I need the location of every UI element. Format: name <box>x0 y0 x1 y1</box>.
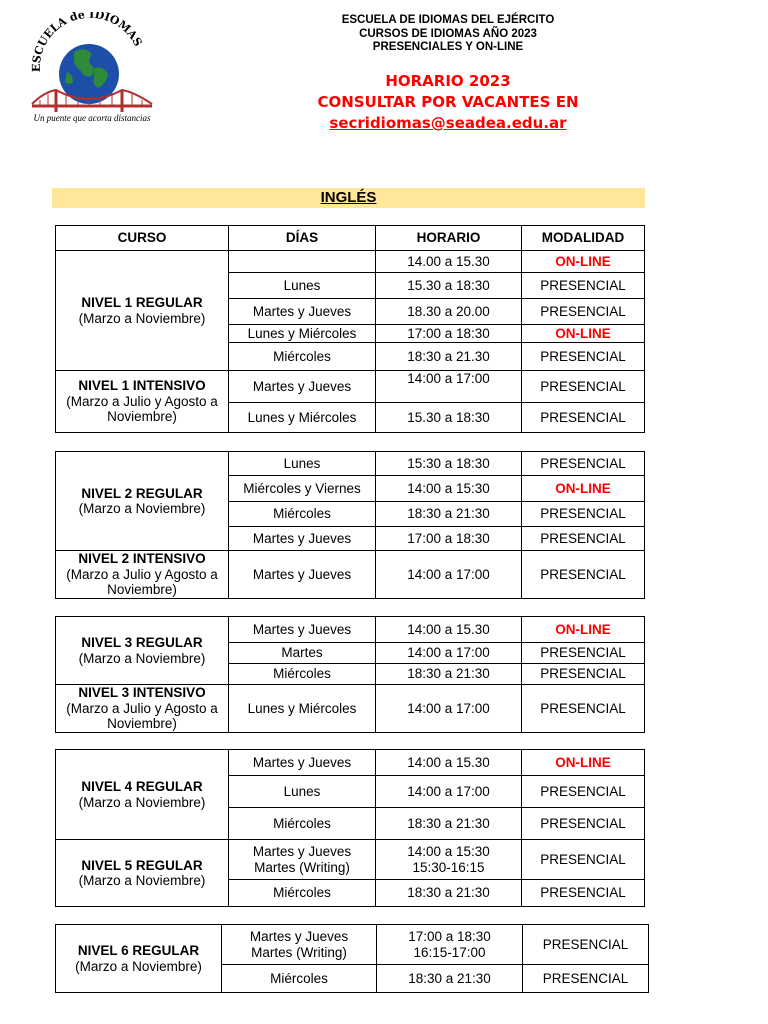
horario-line: 15:30-16:15 <box>412 859 485 875</box>
school-logo <box>22 12 162 127</box>
modalidad-cell: PRESENCIAL <box>522 664 645 685</box>
dias-cell: Martes y Jueves <box>229 371 376 403</box>
notice-line: CONSULTAR POR VACANTES EN <box>317 93 579 111</box>
course-name: NIVEL 5 REGULAR <box>81 857 203 873</box>
course-name: NIVEL 1 REGULAR <box>81 295 203 310</box>
col-header-horario: HORARIO <box>376 226 522 251</box>
modalidad-cell: PRESENCIAL <box>522 299 645 325</box>
modalidad-cell: PRESENCIAL <box>522 273 645 299</box>
schedule-table-2 <box>55 451 645 599</box>
course-name: NIVEL 2 INTENSIVO <box>78 551 206 567</box>
modalidad-cell: PRESENCIAL <box>523 965 649 993</box>
schedule-table-4 <box>55 749 645 907</box>
horario-cell: 14:00 a 17:00 <box>376 685 522 733</box>
dias-cell: Miércoles y Viernes <box>229 476 376 502</box>
course-cell <box>56 371 229 433</box>
modalidad-cell: PRESENCIAL <box>522 551 645 599</box>
modalidad-cell: PRESENCIAL <box>522 343 645 371</box>
institution-line: ESCUELA DE IDIOMAS DEL EJÉRCITO <box>341 14 555 26</box>
modalidad-cell: PRESENCIAL <box>522 502 645 527</box>
modalidad-cell: ON-LINE <box>522 251 645 273</box>
modalidad-cell: PRESENCIAL <box>522 371 645 403</box>
horario-cell: 17:00 a 18:30 <box>376 527 522 551</box>
dias-cell: Miércoles <box>229 343 376 371</box>
institution-header <box>210 14 686 55</box>
dias-cell: Lunes <box>229 273 376 299</box>
modalidad-cell: ON-LINE <box>522 476 645 502</box>
horario-cell: 18:30 a 21.30 <box>376 343 522 371</box>
horario-cell: 14:00 a 15.30 <box>376 617 522 643</box>
dias-cell: Miércoles <box>222 965 377 993</box>
horario-cell: 14:00 a 15.30 <box>376 750 522 776</box>
course-period: (Marzo a Julio y Agosto a Noviembre) <box>66 700 218 732</box>
schedule-table-3 <box>55 616 645 733</box>
horario-line: 14:00 a 15:30 <box>407 844 490 859</box>
modalidad-cell: PRESENCIAL <box>522 776 645 808</box>
dias-cell: Lunes y Miércoles <box>229 685 376 733</box>
course-cell <box>56 551 229 599</box>
horario-cell: 15:30 a 18:30 <box>376 452 522 476</box>
dias-cell: Martes y Jueves <box>229 551 376 599</box>
table-row <box>56 251 645 273</box>
dias-cell: Martes <box>229 643 376 664</box>
horario-cell: 17:00 a 18:30 <box>376 325 522 343</box>
course-name: NIVEL 3 REGULAR <box>81 635 203 650</box>
table-row <box>56 685 645 733</box>
course-period: (Marzo a Noviembre) <box>78 310 206 326</box>
course-cell <box>56 251 229 371</box>
course-cell <box>56 617 229 685</box>
contact-email-link[interactable]: secridiomas@seadea.edu.ar <box>329 114 567 132</box>
dias-cell: Lunes y Miércoles <box>229 325 376 343</box>
modalidad-cell: ON-LINE <box>522 750 645 776</box>
course-period: (Marzo a Noviembre) <box>78 501 206 516</box>
course-period: (Marzo a Julio y Agosto a Noviembre) <box>66 393 218 425</box>
horario-cell: 14:00 a 17:00 <box>376 776 522 808</box>
course-period: (Marzo a Noviembre) <box>78 650 206 666</box>
course-cell <box>56 925 222 993</box>
course-name: NIVEL 1 INTENSIVO <box>78 378 206 394</box>
horario-cell: 18.30 a 20.00 <box>376 299 522 325</box>
col-header-dias: DÍAS <box>229 226 376 251</box>
notice-line: HORARIO 2023 <box>385 72 511 90</box>
modalidad-cell: PRESENCIAL <box>522 840 645 880</box>
dias-cell <box>229 840 376 880</box>
course-cell <box>56 840 229 907</box>
horario-cell: 14:00 a 17:00 <box>376 551 522 599</box>
horario-cell: 18:30 a 21:30 <box>377 965 523 993</box>
horario-cell: 14:00 a 15:30 <box>376 476 522 502</box>
horario-cell: 18:30 a 21:30 <box>376 880 522 907</box>
modalidad-cell: PRESENCIAL <box>522 403 645 433</box>
course-cell <box>56 750 229 840</box>
modalidad-cell: ON-LINE <box>522 617 645 643</box>
dias-line: Martes y Jueves <box>249 929 349 944</box>
dias-cell: Lunes <box>229 452 376 476</box>
course-name: NIVEL 6 REGULAR <box>77 943 200 958</box>
course-cell <box>56 452 229 551</box>
course-period: (Marzo a Julio y Agosto a Noviembre) <box>66 566 218 598</box>
dias-cell: Martes y Jueves <box>229 750 376 776</box>
institution-line: CURSOS DE IDIOMAS AÑO 2023 <box>359 27 537 40</box>
dias-line: Martes y Jueves <box>252 844 352 859</box>
section-title: INGLÉS <box>320 189 377 206</box>
dias-cell: Miércoles <box>229 664 376 685</box>
modalidad-cell: PRESENCIAL <box>523 925 649 965</box>
modalidad-cell: PRESENCIAL <box>522 880 645 907</box>
course-cell <box>56 685 229 733</box>
table-header-row <box>56 226 645 251</box>
horario-line: 17:00 a 18:30 <box>408 929 491 944</box>
dias-line: Martes (Writing) <box>251 944 347 960</box>
table-row <box>56 617 645 643</box>
dias-cell: Martes y Jueves <box>229 617 376 643</box>
modalidad-cell: PRESENCIAL <box>522 527 645 551</box>
dias-cell: Miércoles <box>229 880 376 907</box>
horario-cell: 18:30 a 21:30 <box>376 808 522 840</box>
table-row <box>56 551 645 599</box>
dias-cell: Lunes <box>229 776 376 808</box>
modalidad-cell: PRESENCIAL <box>522 808 645 840</box>
course-name: NIVEL 3 INTENSIVO <box>78 685 206 701</box>
dias-cell: Lunes y Miércoles <box>229 403 376 433</box>
col-header-curso: CURSO <box>56 226 229 251</box>
table-row <box>56 750 645 776</box>
modalidad-cell: PRESENCIAL <box>522 643 645 664</box>
horario-cell: 14:00 a 17:00 <box>376 371 522 403</box>
course-period: (Marzo a Noviembre) <box>75 958 202 974</box>
table-row <box>56 371 645 403</box>
course-period: (Marzo a Noviembre) <box>78 873 206 888</box>
horario-cell: 14:00 a 17:00 <box>376 643 522 664</box>
dias-cell: Miércoles <box>229 808 376 840</box>
dias-cell: Martes y Jueves <box>229 299 376 325</box>
globe-bridge-icon <box>22 12 162 127</box>
col-header-modalidad: MODALIDAD <box>522 226 645 251</box>
dias-cell <box>222 925 377 965</box>
logo-arc-text: ESCUELA de IDIOMAS <box>29 12 145 73</box>
horario-cell: 15.30 a 18:30 <box>376 403 522 433</box>
schedule-notice <box>210 71 686 134</box>
horario-cell: 18:30 a 21:30 <box>376 502 522 527</box>
horario-line: 16:15-17:00 <box>413 944 486 960</box>
horario-cell: 15.30 a 18:30 <box>376 273 522 299</box>
institution-line: PRESENCIALES Y ON-LINE <box>372 41 524 53</box>
course-period: (Marzo a Noviembre) <box>78 794 206 810</box>
dias-cell: Martes y Jueves <box>229 527 376 551</box>
logo-tagline: Un puente que acorta distancias <box>33 113 151 123</box>
modalidad-cell: ON-LINE <box>522 325 645 343</box>
horario-cell <box>376 840 522 880</box>
schedule-table-5 <box>55 924 649 993</box>
modalidad-cell: PRESENCIAL <box>522 452 645 476</box>
dias-cell <box>229 251 376 273</box>
dias-cell: Miércoles <box>229 502 376 527</box>
table-row <box>56 840 645 880</box>
horario-cell <box>377 925 523 965</box>
section-banner <box>52 188 645 208</box>
table-row <box>56 452 645 476</box>
course-name: NIVEL 4 REGULAR <box>81 779 203 794</box>
horario-cell: 14.00 a 15.30 <box>376 251 522 273</box>
table-row <box>56 925 649 965</box>
schedule-table-1 <box>55 225 645 433</box>
modalidad-cell: PRESENCIAL <box>522 685 645 733</box>
dias-line: Martes (Writing) <box>254 859 350 875</box>
horario-cell: 18:30 a 21:30 <box>376 664 522 685</box>
course-name: NIVEL 2 REGULAR <box>81 485 203 501</box>
